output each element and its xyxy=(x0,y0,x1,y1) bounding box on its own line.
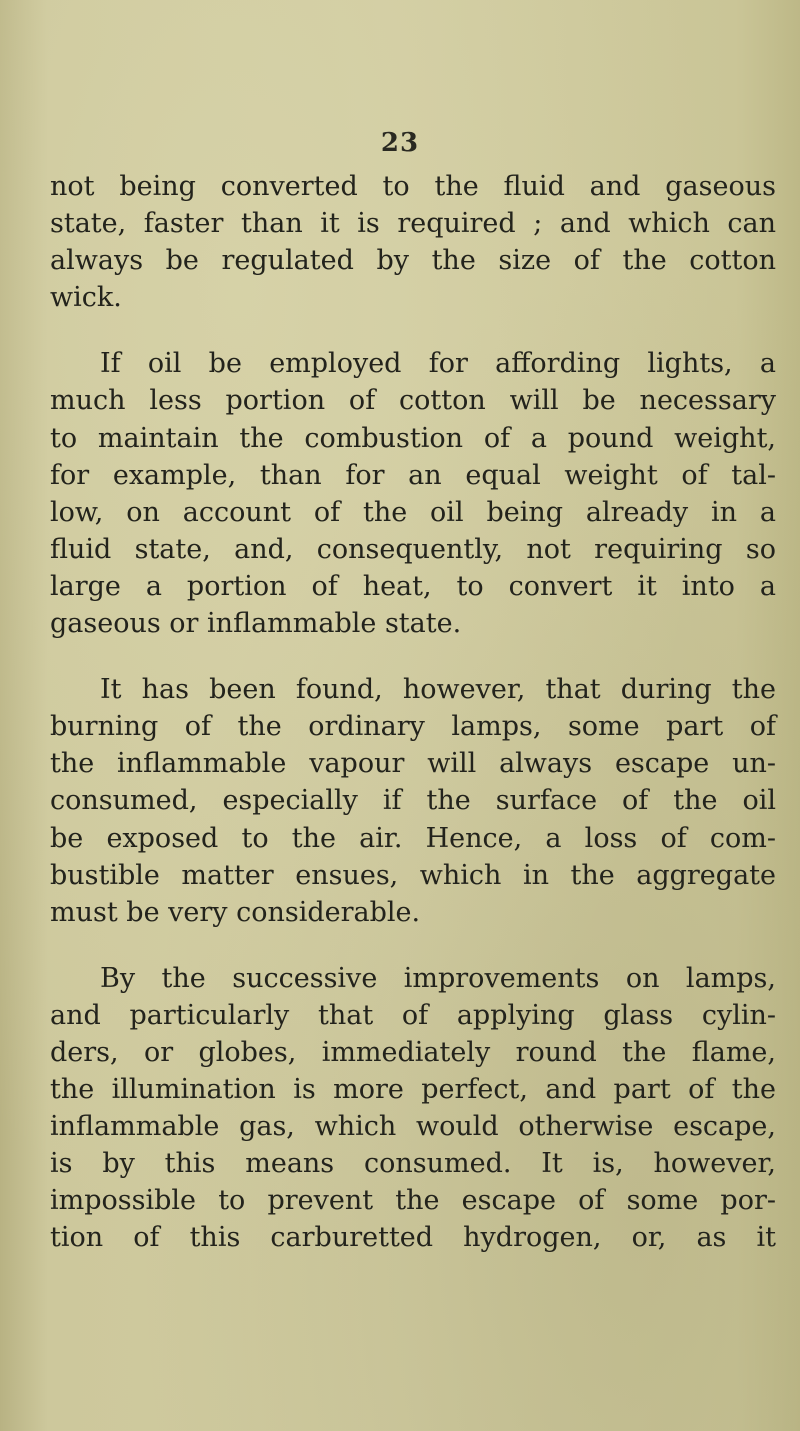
text-line: large a portion of heat, to convert it into a xyxy=(50,570,776,602)
text-line: If oil be employed for affording lights, a xyxy=(100,348,776,380)
page-body-text xyxy=(50,168,776,1257)
page-number: 23 xyxy=(380,128,420,158)
text-line: and particularly that of applying glass cylin- xyxy=(50,999,776,1031)
text-line: bustible matter ensues, which in the aggregate xyxy=(50,859,776,891)
text-line: much less portion of cotton will be necessary xyxy=(50,385,776,417)
text-line: is by this means consumed. It is, however, xyxy=(50,1148,776,1180)
text-line: fluid state, and, consequently, not requiring so xyxy=(50,533,776,565)
text-line: tion of this carburetted hydrogen, or, as it xyxy=(50,1222,776,1254)
text-line: the illumination is more perfect, and part of the xyxy=(50,1074,776,1106)
text-line: not being converted to the fluid and gaseous xyxy=(50,171,776,202)
text-line: consumed, especially if the surface of the oil xyxy=(50,785,776,817)
text-line: always be regulated by the size of the cotton xyxy=(50,245,776,277)
text-line: for example, than for an equal weight of tal- xyxy=(50,459,776,491)
text-line: wick. xyxy=(50,282,122,314)
text-line: burning of the ordinary lamps, some part of xyxy=(50,711,776,743)
paragraph-4 xyxy=(50,960,776,1257)
text-line: the inflammable vapour will always escape un- xyxy=(50,748,776,780)
paragraph-3 xyxy=(50,671,776,931)
text-line: inflammable gas, which would otherwise escape, xyxy=(50,1111,776,1143)
text-line: state, faster than it is required ; and which can xyxy=(50,208,776,240)
text-line: ders, or globes, immediately round the flame, xyxy=(50,1036,776,1068)
paragraph-1 xyxy=(50,168,776,316)
text-line: low, on account of the oil being already in a xyxy=(50,496,776,528)
text-line: be exposed to the air. Hence, a loss of com- xyxy=(50,822,776,854)
text-line: must be very considerable. xyxy=(50,896,421,928)
text-line: impossible to prevent the escape of some por- xyxy=(50,1185,776,1217)
text-line: By the successive improvements on lamps, xyxy=(100,962,776,994)
text-line: to maintain the combustion of a pound weight, xyxy=(50,422,776,454)
text-line: gaseous or inflammable state. xyxy=(50,608,462,640)
text-line: It has been found, however, that during the xyxy=(100,674,776,706)
paragraph-2 xyxy=(50,345,776,642)
